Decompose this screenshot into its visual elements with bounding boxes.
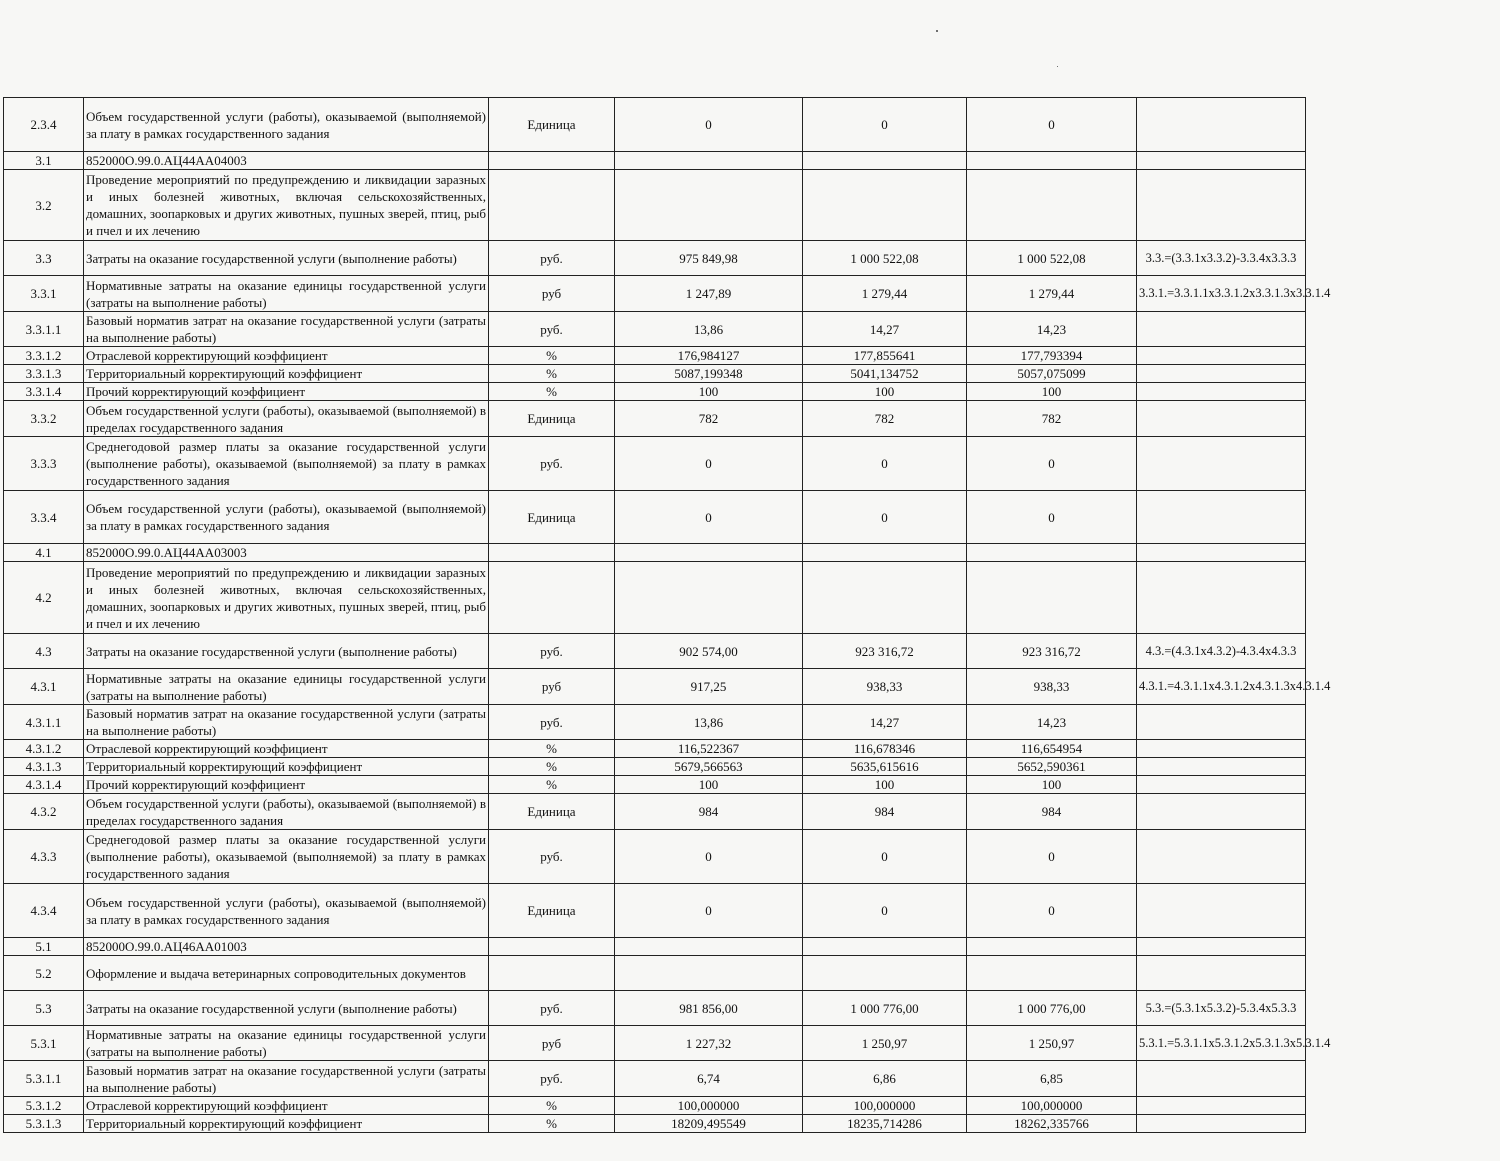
row-unit: Единица <box>489 401 615 437</box>
row-value-2: 938,33 <box>803 669 967 705</box>
row-name: Нормативные затраты на оказание единицы государственной услуги (затраты на выполнение работы) <box>84 1026 489 1061</box>
table-row <box>4 884 1306 938</box>
row-value-2 <box>803 170 967 241</box>
table-row <box>4 544 1306 562</box>
row-unit: руб. <box>489 705 615 740</box>
row-value-3: 1 000 522,08 <box>967 241 1137 276</box>
row-value-1: 0 <box>615 98 803 152</box>
row-value-3: 0 <box>967 437 1137 491</box>
row-value-2 <box>803 544 967 562</box>
row-code: 3.3.3 <box>4 437 84 491</box>
row-name: Проведение мероприятий по предупреждению и ликвидации заразных и иных болезней животных, включая сельскохозяйственных, домашних, зоопарковых и других животных, пушных зверей, птиц, рыб и пчел и их лечению <box>84 170 489 241</box>
row-code: 3.2 <box>4 170 84 241</box>
row-value-1 <box>615 938 803 956</box>
row-formula <box>1137 98 1306 152</box>
row-code: 5.3.1.1 <box>4 1061 84 1097</box>
row-name: Территориальный корректирующий коэффициент <box>84 1115 489 1133</box>
row-code: 4.3.4 <box>4 884 84 938</box>
row-value-3: 0 <box>967 830 1137 884</box>
row-name: 852000О.99.0.АЦ44АА03003 <box>84 544 489 562</box>
row-value-3: 18262,335766 <box>967 1115 1137 1133</box>
table-row <box>4 794 1306 830</box>
row-value-1 <box>615 956 803 991</box>
row-formula: 5.3.=(5.3.1х5.3.2)-5.3.4х5.3.3 <box>1137 991 1306 1026</box>
row-formula <box>1137 347 1306 365</box>
row-unit: % <box>489 758 615 776</box>
row-unit <box>489 152 615 170</box>
row-value-1: 0 <box>615 830 803 884</box>
row-unit: руб <box>489 1026 615 1061</box>
row-value-3 <box>967 170 1137 241</box>
table-row <box>4 1097 1306 1115</box>
scan-speck <box>936 30 938 32</box>
row-value-3: 100 <box>967 776 1137 794</box>
row-name: Объем государственной услуги (работы), оказываемой (выполняемой) за плату в рамках государственного задания <box>84 98 489 152</box>
row-name: Территориальный корректирующий коэффициент <box>84 758 489 776</box>
table-row <box>4 437 1306 491</box>
row-unit: руб <box>489 669 615 705</box>
row-value-1: 782 <box>615 401 803 437</box>
row-value-1: 0 <box>615 437 803 491</box>
row-value-3: 782 <box>967 401 1137 437</box>
table-row <box>4 312 1306 347</box>
row-unit: % <box>489 383 615 401</box>
row-name: Затраты на оказание государственной услуги (выполнение работы) <box>84 241 489 276</box>
row-value-2: 0 <box>803 98 967 152</box>
table-row <box>4 938 1306 956</box>
row-value-3: 100,000000 <box>967 1097 1137 1115</box>
row-value-3: 1 250,97 <box>967 1026 1137 1061</box>
row-value-2: 5635,615616 <box>803 758 967 776</box>
row-value-1: 100 <box>615 776 803 794</box>
table-row <box>4 1061 1306 1097</box>
table-row <box>4 365 1306 383</box>
row-value-1: 1 227,32 <box>615 1026 803 1061</box>
row-code: 3.3 <box>4 241 84 276</box>
row-unit: руб. <box>489 830 615 884</box>
row-unit: руб <box>489 276 615 312</box>
row-code: 4.3.1.1 <box>4 705 84 740</box>
row-value-1: 6,74 <box>615 1061 803 1097</box>
row-value-2: 6,86 <box>803 1061 967 1097</box>
row-value-2: 100,000000 <box>803 1097 967 1115</box>
table-row <box>4 991 1306 1026</box>
row-code: 4.1 <box>4 544 84 562</box>
row-name: 852000О.99.0.АЦ46АА01003 <box>84 938 489 956</box>
row-value-2: 923 316,72 <box>803 634 967 669</box>
row-code: 3.3.4 <box>4 491 84 544</box>
row-formula <box>1137 776 1306 794</box>
row-value-3 <box>967 938 1137 956</box>
row-value-1 <box>615 562 803 634</box>
row-name: Прочий корректирующий коэффициент <box>84 776 489 794</box>
row-code: 4.3.1 <box>4 669 84 705</box>
row-value-2: 1 279,44 <box>803 276 967 312</box>
row-formula <box>1137 705 1306 740</box>
row-name: Проведение мероприятий по предупреждению и ликвидации заразных и иных болезней животных, включая сельскохозяйственных, домашних, зоопарковых и других животных, пушных зверей, птиц, рыб и пчел и их лечению <box>84 562 489 634</box>
row-formula <box>1137 884 1306 938</box>
row-name: Оформление и выдача ветеринарных сопроводительных документов <box>84 956 489 991</box>
row-value-3: 116,654954 <box>967 740 1137 758</box>
row-unit: Единица <box>489 491 615 544</box>
row-name: Затраты на оказание государственной услуги (выполнение работы) <box>84 991 489 1026</box>
row-value-2 <box>803 562 967 634</box>
row-name: Среднегодовой размер платы за оказание государственной услуги (выполнение работы), оказываемой (выполняемой) за плату в рамках государственного задания <box>84 437 489 491</box>
row-name: Базовый норматив затрат на оказание государственной услуги (затраты на выполнение работы) <box>84 1061 489 1097</box>
row-value-1: 13,86 <box>615 705 803 740</box>
row-code: 5.3.1.2 <box>4 1097 84 1115</box>
row-formula: 4.3.=(4.3.1х4.3.2)-4.3.4х4.3.3 <box>1137 634 1306 669</box>
table-row <box>4 98 1306 152</box>
row-value-2: 1 250,97 <box>803 1026 967 1061</box>
row-formula <box>1137 544 1306 562</box>
row-formula <box>1137 312 1306 347</box>
table-row <box>4 758 1306 776</box>
row-name: Базовый норматив затрат на оказание государственной услуги (затраты на выполнение работы) <box>84 312 489 347</box>
row-code: 4.3.2 <box>4 794 84 830</box>
row-unit <box>489 938 615 956</box>
row-value-1: 981 856,00 <box>615 991 803 1026</box>
table-row <box>4 491 1306 544</box>
table-row <box>4 740 1306 758</box>
table-row <box>4 956 1306 991</box>
row-value-2: 0 <box>803 491 967 544</box>
cost-calculation-table <box>3 97 1331 1133</box>
row-value-2: 14,27 <box>803 705 967 740</box>
row-value-3: 0 <box>967 98 1137 152</box>
row-unit: % <box>489 365 615 383</box>
table-row <box>4 383 1306 401</box>
row-name: Объем государственной услуги (работы), оказываемой (выполняемой) за плату в рамках государственного задания <box>84 491 489 544</box>
row-value-2: 116,678346 <box>803 740 967 758</box>
row-code: 3.3.1 <box>4 276 84 312</box>
row-name: Территориальный корректирующий коэффициент <box>84 365 489 383</box>
row-value-1 <box>615 152 803 170</box>
row-unit: руб. <box>489 1061 615 1097</box>
table-row <box>4 241 1306 276</box>
row-value-2: 100 <box>803 383 967 401</box>
row-value-3: 5057,075099 <box>967 365 1137 383</box>
row-code: 3.3.1.1 <box>4 312 84 347</box>
row-value-3: 984 <box>967 794 1137 830</box>
row-value-1: 5679,566563 <box>615 758 803 776</box>
row-name: Отраслевой корректирующий коэффициент <box>84 740 489 758</box>
row-code: 4.3.1.3 <box>4 758 84 776</box>
row-value-1: 100,000000 <box>615 1097 803 1115</box>
row-formula <box>1137 794 1306 830</box>
row-unit <box>489 170 615 241</box>
row-code: 2.3.4 <box>4 98 84 152</box>
row-unit: Единица <box>489 98 615 152</box>
row-value-2 <box>803 956 967 991</box>
row-formula: 3.3.1.=3.3.1.1х3.3.1.2х3.3.1.3х3.3.1.4 <box>1137 276 1306 312</box>
row-code: 3.1 <box>4 152 84 170</box>
row-name: Нормативные затраты на оказание единицы государственной услуги (затраты на выполнение работы) <box>84 276 489 312</box>
table-row <box>4 276 1306 312</box>
row-formula <box>1137 437 1306 491</box>
row-name: Отраслевой корректирующий коэффициент <box>84 1097 489 1115</box>
row-name: Объем государственной услуги (работы), оказываемой (выполняемой) за плату в рамках государственного задания <box>84 884 489 938</box>
row-value-2: 0 <box>803 830 967 884</box>
row-formula: 3.3.=(3.3.1х3.3.2)-3.3.4х3.3.3 <box>1137 241 1306 276</box>
row-code: 3.3.1.2 <box>4 347 84 365</box>
row-value-1: 0 <box>615 884 803 938</box>
row-value-1: 975 849,98 <box>615 241 803 276</box>
row-code: 4.3 <box>4 634 84 669</box>
row-code: 4.3.1.2 <box>4 740 84 758</box>
row-formula <box>1137 170 1306 241</box>
row-name: Нормативные затраты на оказание единицы государственной услуги (затраты на выполнение работы) <box>84 669 489 705</box>
row-value-2 <box>803 152 967 170</box>
row-name: Объем государственной услуги (работы), оказываемой (выполняемой) в пределах государственного задания <box>84 401 489 437</box>
row-value-2 <box>803 938 967 956</box>
row-formula <box>1137 152 1306 170</box>
row-unit: % <box>489 740 615 758</box>
row-formula: 5.3.1.=5.3.1.1х5.3.1.2х5.3.1.3х5.3.1.4 <box>1137 1026 1306 1061</box>
row-code: 5.3.1.3 <box>4 1115 84 1133</box>
row-value-2: 5041,134752 <box>803 365 967 383</box>
row-value-1: 5087,199348 <box>615 365 803 383</box>
table-row <box>4 705 1306 740</box>
row-value-1: 13,86 <box>615 312 803 347</box>
row-formula <box>1137 491 1306 544</box>
row-value-1: 116,522367 <box>615 740 803 758</box>
row-value-3: 177,793394 <box>967 347 1137 365</box>
row-value-3: 14,23 <box>967 705 1137 740</box>
row-formula <box>1137 740 1306 758</box>
row-value-3: 14,23 <box>967 312 1137 347</box>
row-value-1: 1 247,89 <box>615 276 803 312</box>
row-name: Прочий корректирующий коэффициент <box>84 383 489 401</box>
table-row <box>4 170 1306 241</box>
row-value-2: 984 <box>803 794 967 830</box>
row-name: Затраты на оказание государственной услуги (выполнение работы) <box>84 634 489 669</box>
row-unit: % <box>489 1115 615 1133</box>
row-code: 3.3.1.3 <box>4 365 84 383</box>
table-row <box>4 1115 1306 1133</box>
row-unit: руб. <box>489 312 615 347</box>
row-value-2: 782 <box>803 401 967 437</box>
row-value-1 <box>615 170 803 241</box>
table-row <box>4 152 1306 170</box>
row-code: 4.3.1.4 <box>4 776 84 794</box>
table-row <box>4 401 1306 437</box>
row-formula: 4.3.1.=4.3.1.1х4.3.1.2х4.3.1.3х4.3.1.4 <box>1137 669 1306 705</box>
row-value-3: 6,85 <box>967 1061 1137 1097</box>
row-value-1: 0 <box>615 491 803 544</box>
row-unit: руб. <box>489 991 615 1026</box>
row-name: Отраслевой корректирующий коэффициент <box>84 347 489 365</box>
row-unit: % <box>489 776 615 794</box>
row-value-1: 176,984127 <box>615 347 803 365</box>
row-value-1 <box>615 544 803 562</box>
row-code: 5.1 <box>4 938 84 956</box>
row-unit: руб. <box>489 241 615 276</box>
row-name: Базовый норматив затрат на оказание государственной услуги (затраты на выполнение работы) <box>84 705 489 740</box>
row-value-2: 1 000 776,00 <box>803 991 967 1026</box>
row-formula <box>1137 365 1306 383</box>
row-value-1: 902 574,00 <box>615 634 803 669</box>
row-unit: % <box>489 1097 615 1115</box>
row-formula <box>1137 758 1306 776</box>
row-formula <box>1137 956 1306 991</box>
row-unit: руб. <box>489 437 615 491</box>
row-formula <box>1137 1115 1306 1133</box>
table-row <box>4 776 1306 794</box>
row-value-1: 100 <box>615 383 803 401</box>
row-value-2: 14,27 <box>803 312 967 347</box>
row-value-3: 0 <box>967 491 1137 544</box>
row-value-1: 917,25 <box>615 669 803 705</box>
table-row <box>4 669 1306 705</box>
row-value-2: 0 <box>803 884 967 938</box>
row-formula <box>1137 562 1306 634</box>
row-formula <box>1137 401 1306 437</box>
row-code: 4.2 <box>4 562 84 634</box>
row-code: 5.3 <box>4 991 84 1026</box>
row-value-3: 1 279,44 <box>967 276 1137 312</box>
table-row <box>4 634 1306 669</box>
row-value-2: 0 <box>803 437 967 491</box>
row-unit: Единица <box>489 794 615 830</box>
row-value-2: 177,855641 <box>803 347 967 365</box>
row-unit <box>489 956 615 991</box>
row-value-1: 18209,495549 <box>615 1115 803 1133</box>
row-code: 3.3.1.4 <box>4 383 84 401</box>
table-row <box>4 830 1306 884</box>
row-value-1: 984 <box>615 794 803 830</box>
row-unit <box>489 544 615 562</box>
row-value-3: 100 <box>967 383 1137 401</box>
row-formula <box>1137 938 1306 956</box>
row-value-3 <box>967 956 1137 991</box>
row-formula <box>1137 383 1306 401</box>
row-formula <box>1137 830 1306 884</box>
row-value-3: 5652,590361 <box>967 758 1137 776</box>
row-value-3: 938,33 <box>967 669 1137 705</box>
row-value-3: 1 000 776,00 <box>967 991 1137 1026</box>
row-code: 3.3.2 <box>4 401 84 437</box>
row-unit <box>489 562 615 634</box>
row-value-3 <box>967 152 1137 170</box>
row-value-2: 18235,714286 <box>803 1115 967 1133</box>
row-unit: Единица <box>489 884 615 938</box>
row-code: 5.3.1 <box>4 1026 84 1061</box>
row-name: Среднегодовой размер платы за оказание государственной услуги (выполнение работы), оказываемой (выполняемой) за плату в рамках государственного задания <box>84 830 489 884</box>
row-formula <box>1137 1061 1306 1097</box>
table-row <box>4 347 1306 365</box>
row-value-3: 923 316,72 <box>967 634 1137 669</box>
row-unit: % <box>489 347 615 365</box>
row-value-3: 0 <box>967 884 1137 938</box>
table-row <box>4 1026 1306 1061</box>
row-unit: руб. <box>489 634 615 669</box>
row-name: Объем государственной услуги (работы), оказываемой (выполняемой) в пределах государственного задания <box>84 794 489 830</box>
row-formula <box>1137 1097 1306 1115</box>
table-row <box>4 562 1306 634</box>
row-code: 4.3.3 <box>4 830 84 884</box>
table-body <box>4 98 1331 1133</box>
row-code: 5.2 <box>4 956 84 991</box>
row-value-2: 100 <box>803 776 967 794</box>
row-value-2: 1 000 522,08 <box>803 241 967 276</box>
scan-speck <box>1057 66 1058 67</box>
row-value-3 <box>967 544 1137 562</box>
row-name: 852000О.99.0.АЦ44АА04003 <box>84 152 489 170</box>
row-value-3 <box>967 562 1137 634</box>
